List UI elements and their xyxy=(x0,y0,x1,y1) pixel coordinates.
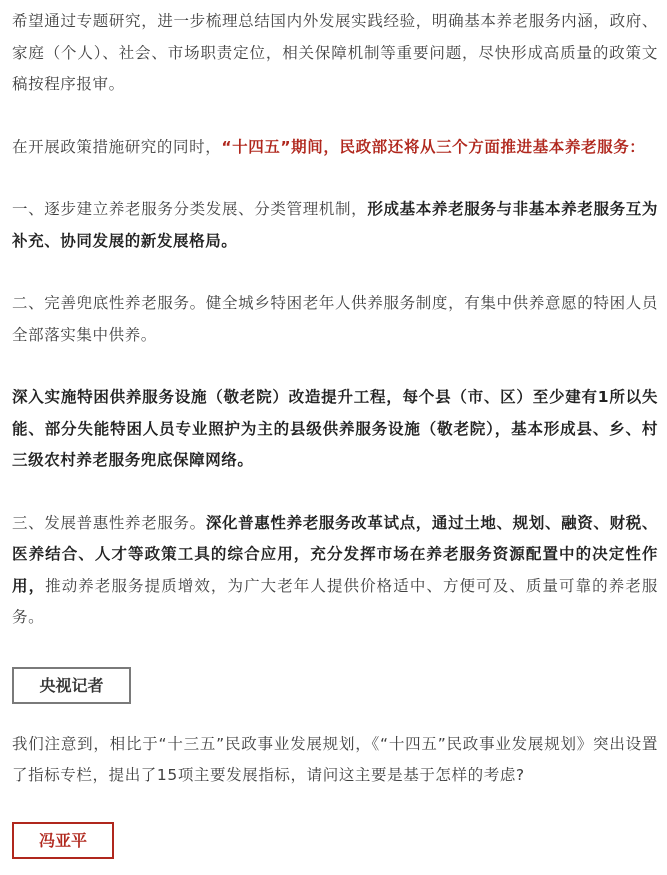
paragraph-question: 我们注意到，相比于“十三五”民政事业发展规划，《“十四五”民政事业发展规划》突出设置了指标专栏，提出了15项主要发展指标，请问这主要是基于怎样的考虑? xyxy=(12,734,658,784)
point-three-lead: 三、发展普惠性养老服务。 xyxy=(12,513,206,532)
paragraph-intro: 希望通过专题研究，进一步梳理总结国内外发展实践经验，明确基本养老服务内涵，政府、家庭（个人）、社会、市场职责定位，相关保障机制等重要问题，尽快形成高质量的政策文稿按程序报审。 xyxy=(12,12,658,93)
paragraph-point-two: 二、完善兜底性养老服务。健全城乡特困老年人供养服务制度，有集中供养意愿的特困人员全部落实集中供养。 xyxy=(12,294,658,344)
paragraph-point-three xyxy=(12,508,658,634)
point-three-bold: 深化普惠性养老服务改革试点，通过土地、规划、融资、财税、医养结合、人才等政策工具的综合应用，充分发挥市场在养老服务资源配置中的决定性作用， xyxy=(12,513,658,595)
speaker-label: 冯亚平 xyxy=(12,822,114,859)
point-three-tail: 推动养老服务提质增效，为广大老年人提供价格适中、方便可及、质量可靠的养老服务。 xyxy=(12,576,659,626)
reporter-label: 央视记者 xyxy=(12,667,131,704)
point-one-lead: 一、逐步建立养老服务分类发展、分类管理机制， xyxy=(12,200,368,218)
paragraph-point-one xyxy=(12,194,658,257)
article-body xyxy=(12,0,658,859)
point-one-bold: 形成基本养老服务与非基本养老服务互为补充、协同发展的新发展格局。 xyxy=(12,200,658,250)
highlight-fourteenth-five-year: “十四五”期间，民政部还将从三个方面推进基本养老服务： xyxy=(221,137,646,156)
paragraph-special-care: 深入实施特困供养服务设施（敬老院）改造提升工程，每个县（市、区）至少建有1所以失能、部分失能特困人员专业照护为主的县级供养服务设施（敬老院），基本形成县、乡、村三级农村养老服务兜底保障网络。 xyxy=(12,388,658,469)
paragraph-three-aspects xyxy=(12,132,658,164)
paragraph-three-aspects-lead: 在开展政策措施研究的同时， xyxy=(12,137,222,156)
